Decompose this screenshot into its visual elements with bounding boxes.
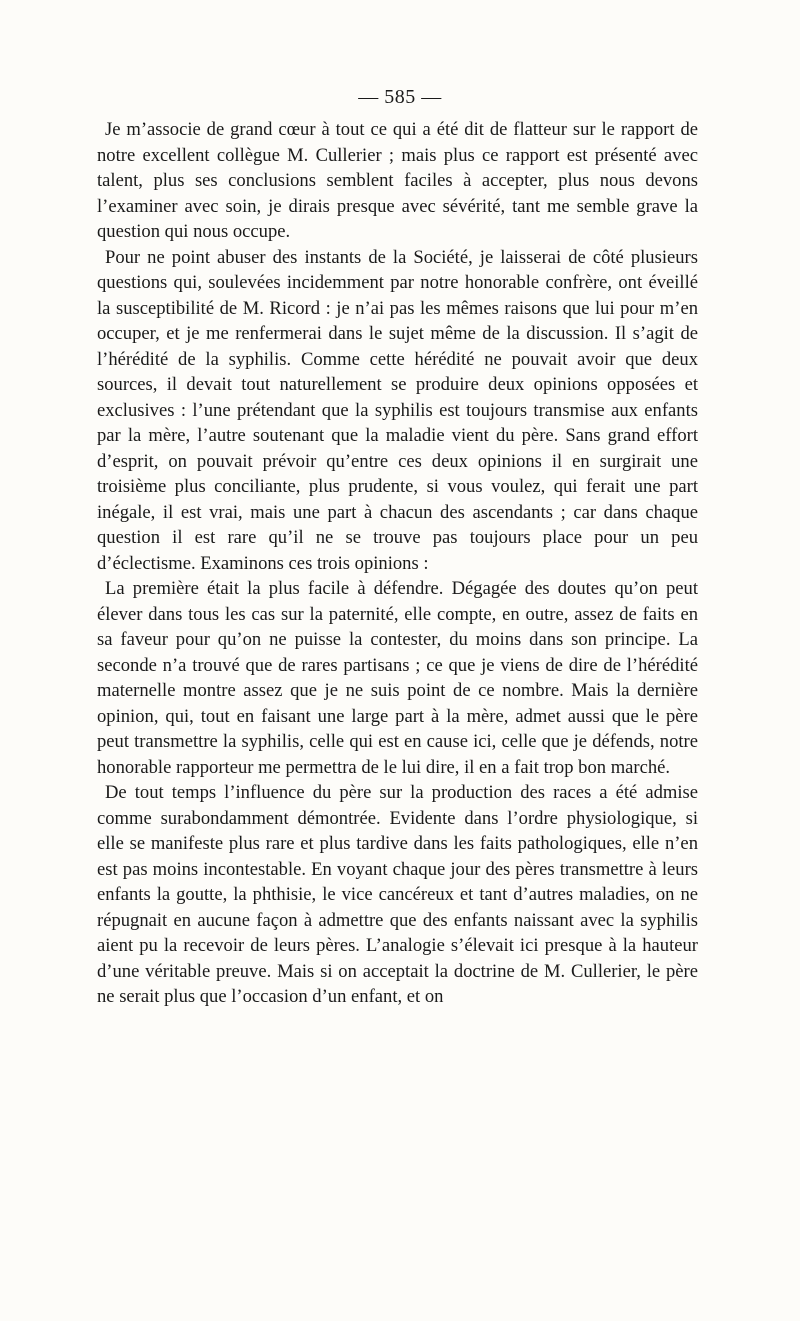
paragraph-3: La première était la plus facile à défendre. Dégagée des doutes qu’on peut élever dans tous les cas sur la paternité, elle compte, en outre, assez de faits en sa faveur pour qu’on ne puisse la contester, du moins dans son principe. La seconde n’a trouvé que de rares partisans ; ce que je viens de dire de l’hérédité maternelle montre assez que je ne suis point de ce nombre. Mais la dernière opinion, qui, tout en faisant une large part à la mère, admet aussi que le père peut transmettre la syphilis, celle qui est en cause ici, celle que je défends, notre honorable rapporteur me permettra de le lui dire, il en a fait trop bon marché. [97, 578, 698, 778]
body-text [97, 117, 698, 1010]
page-number: — 585 — [358, 86, 442, 108]
paragraph-2: Pour ne point abuser des instants de la Société, je laisserai de côté plusieurs questions qui, soulevées incidemment par notre honorable confrère, ont éveillé la susceptibilité de M. Ricord : je n’ai pas les mêmes raisons que lui pour m’en occuper, et je me renfermerai dans le sujet même de la discussion. Il s’agit de l’hérédité de la syphilis. Comme cette hérédité ne pouvait avoir que deux sources, il devait tout naturellement se produire deux opinions opposées et exclusives : l’une prétendant que la syphilis est toujours transmise aux enfants par la mère, l’autre soutenant que la maladie vient du père. Sans grand effort d’esprit, on pouvait prévoir qu’entre ces deux opinions il en surgirait une troisième plus conciliante, plus prudente, si vous voulez, qui ferait une part inégale, il est vrai, mais une part à chacun des ascendants ; car dans chaque question il est rare qu’il ne se trouve pas toujours place pour un peu d’éclectisme. Examinons ces trois opinions : [97, 246, 698, 574]
paragraph-1: Je m’associe de grand cœur à tout ce qui a été dit de flatteur sur le rapport de notre excellent collègue M. Cullerier ; mais plus ce rapport est présenté avec talent, plus ses conclusions semblent faciles à accepter, plus nous devons l’examiner avec soin, je dirais presque avec sévérité, tant me semble grave la question qui nous occupe. [97, 119, 698, 242]
paragraph-4: De tout temps l’influence du père sur la production des races a été admise comme surabondamment démontrée. Evidente dans l’ordre physiologique, si elle se manifeste plus rare et plus tardive dans les faits pathologiques, elle n’en est pas moins incontestable. En voyant chaque jour des pères transmettre à leurs enfants la goutte, la phthisie, le vice cancéreux et tant d’autres maladies, on ne répugnait en aucune façon à admettre que des enfants naissant avec la syphilis aient pu la recevoir de leurs pères. L’analogie s’élevait ici presque à la hauteur d’une véritable preuve. Mais si on acceptait la doctrine de M. Cullerier, le père ne serait plus que l’occasion d’un enfant, et on [97, 782, 698, 1007]
